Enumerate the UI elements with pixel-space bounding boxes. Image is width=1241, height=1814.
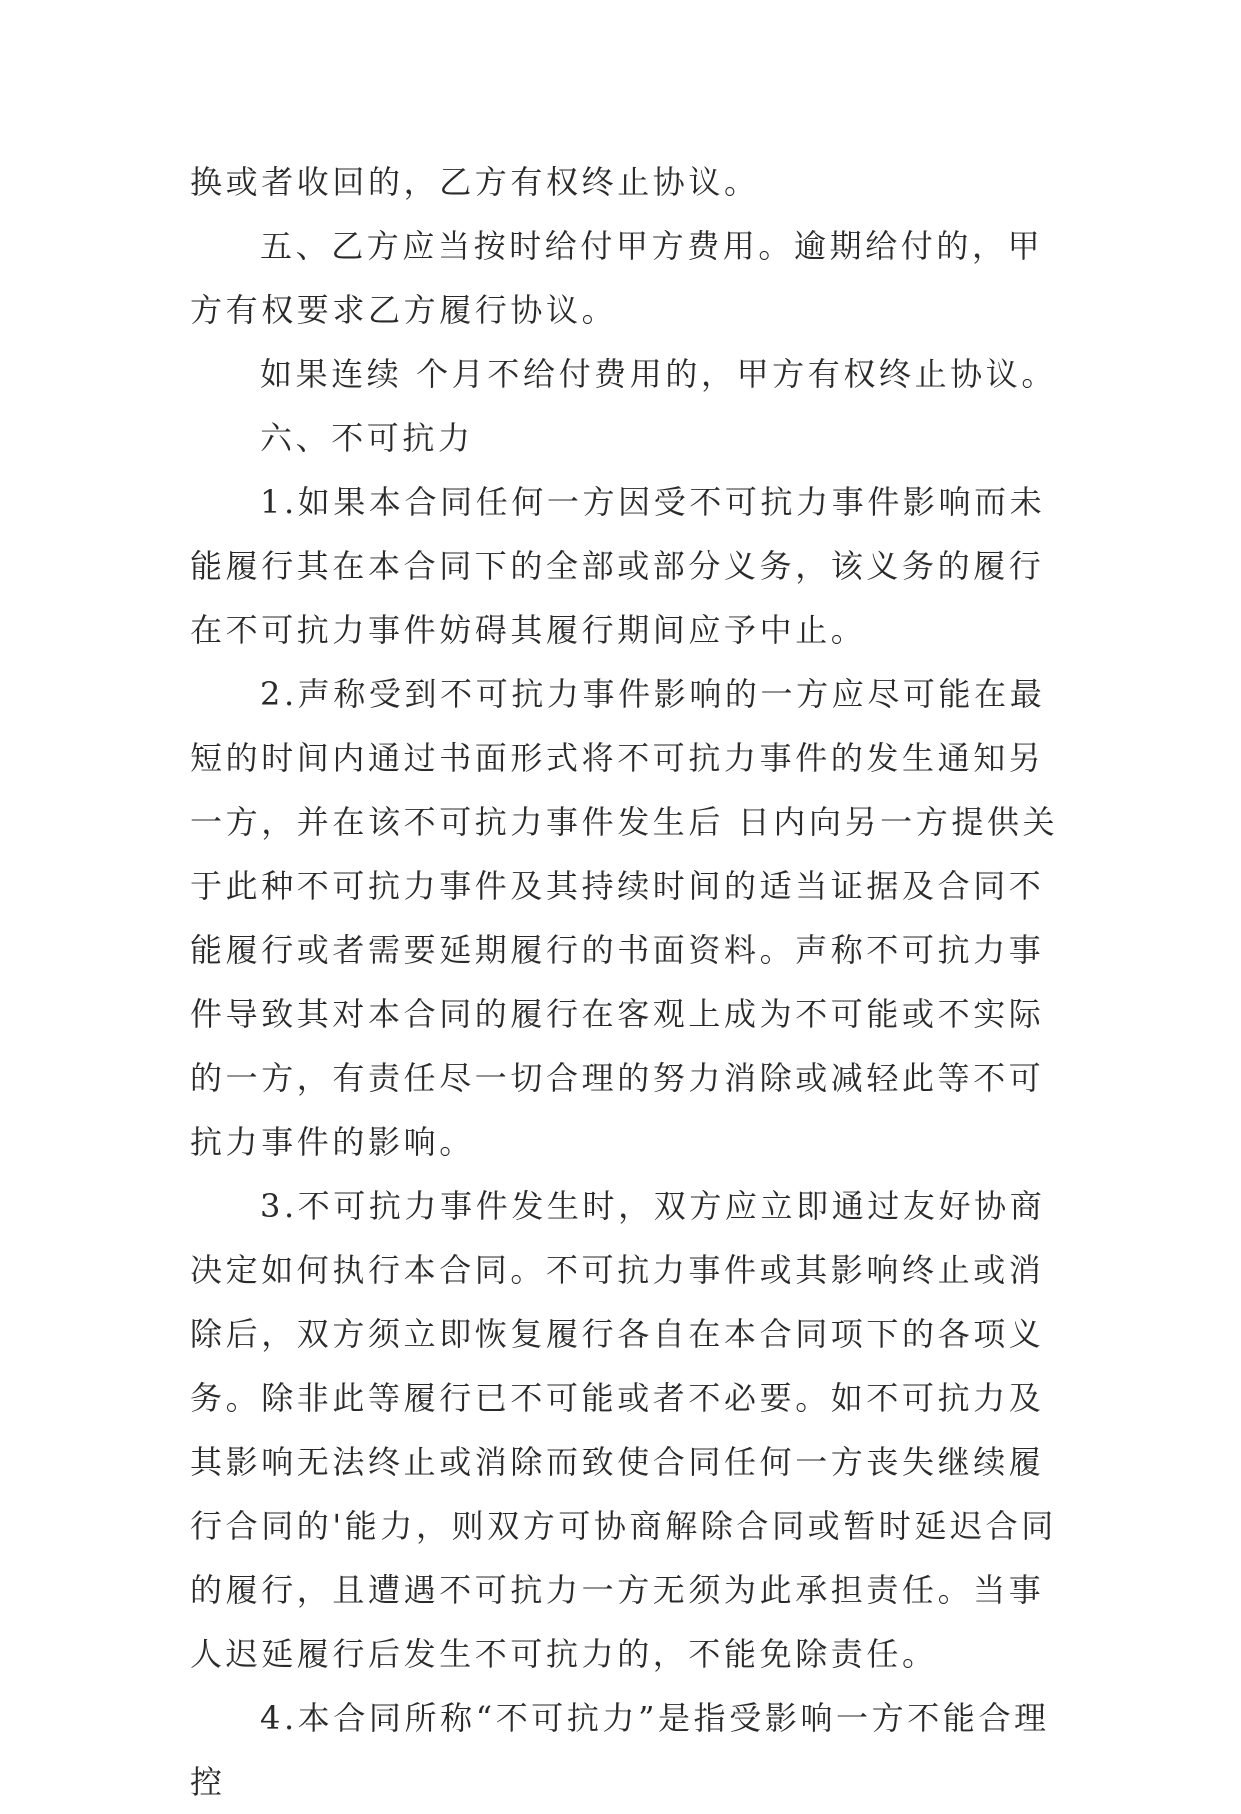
paragraph-5: 1.如果本合同任何一方因受不可抗力事件影响而未能履行其在本合同下的全部或部分义务，该义务的履行在不可抗力事件妨碍其履行期间应予中止。	[190, 483, 1046, 649]
paragraph-1: 换或者收回的，乙方有权终止协议。	[190, 163, 760, 201]
paragraph-3: 如果连续 个月不给付费用的，甲方有权终止协议。	[260, 355, 1057, 393]
paragraph-2: 五、乙方应当按时给付甲方费用。逾期给付的，甲方有权要求乙方履行协议。	[190, 227, 1044, 329]
paragraph-7: 3.不可抗力事件发生时，双方应立即通过友好协商决定如何执行本合同。不可抗力事件或其影响终止或消除后，双方须立即恢复履行各自在本合同项下的各项义务。除非此等履行已不可能或者不必要。如不可抗力及其影响无法终止或消除而致使合同任何一方丧失继续履行合同的'能力，则双方可协商解除合同或暂时延迟合同的履行，且遭遇不可抗力一方无须为此承担责任。当事人迟延履行后发生不可抗力的，不能免除责任。	[190, 1187, 1057, 1673]
paragraph-8: 4.本合同所称“不可抗力”是指受影响一方不能合理控	[190, 1699, 1050, 1801]
document-body	[190, 150, 1060, 1814]
paragraph-4: 六、不可抗力	[260, 419, 474, 457]
paragraph-6: 2.声称受到不可抗力事件影响的一方应尽可能在最短的时间内通过书面形式将不可抗力事件的发生通知另一方，并在该不可抗力事件发生后 日内向另一方提供关于此种不可抗力事件及其持续时间的适当证据及合同不能履行或者需要延期履行的书面资料。声称不可抗力事件导致其对本合同的履行在客观上成为不可能或不实际的一方，有责任尽一切合理的努力消除或减轻此等不可抗力事件的影响。	[190, 675, 1059, 1161]
